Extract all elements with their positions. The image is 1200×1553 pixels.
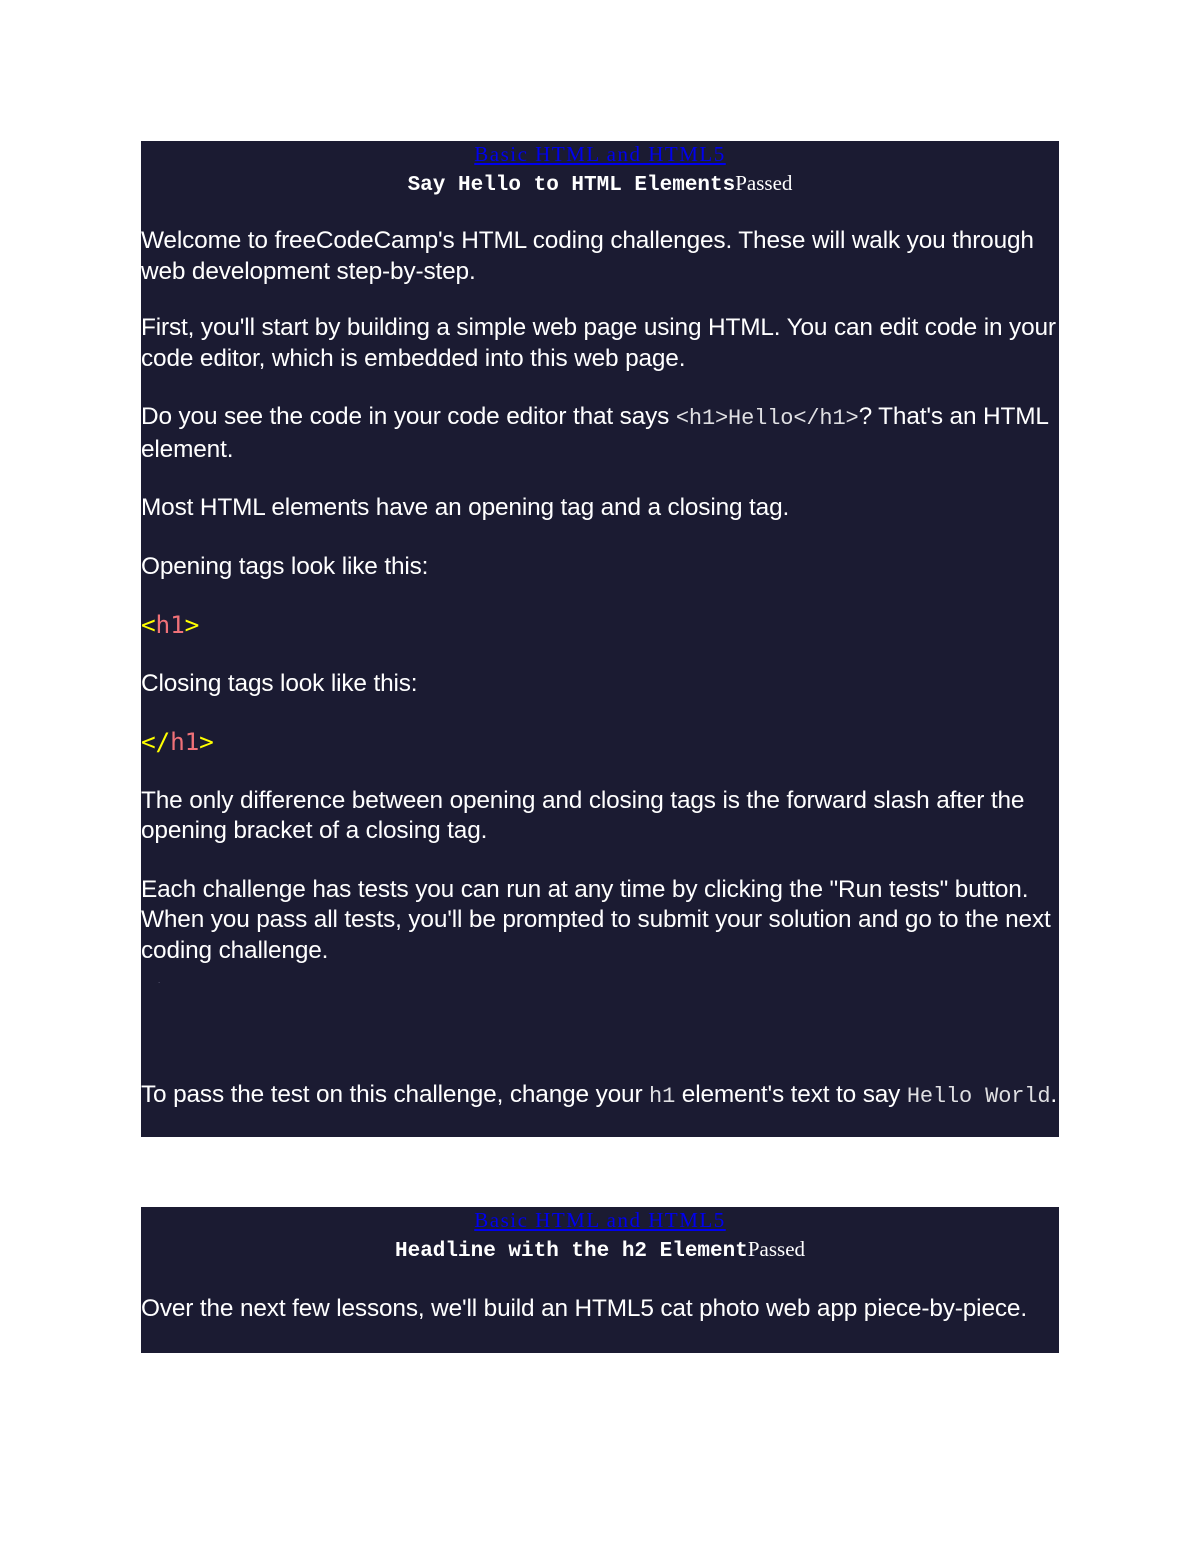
description-paragraph	[141, 402, 1059, 465]
description-paragraph: Over the next few lessons, we'll build an HTML5 cat photo web app piece-by-piece.	[141, 1295, 1027, 1322]
challenge-panel	[141, 1207, 1059, 1353]
breadcrumb-link[interactable]: Basic HTML and HTML5	[474, 1208, 726, 1232]
code-bracket: </	[141, 727, 171, 756]
code-block	[141, 727, 1059, 758]
paragraph-text: First, you'll start by building a simple web page using HTML. You can edit code in your code editor, which is embedded into this web page.	[141, 314, 1056, 372]
challenge-title: Headline with the h2 Element	[394, 1240, 748, 1263]
separator	[141, 966, 1059, 1078]
paragraph-text: Do you see the code in your code editor that says	[141, 403, 676, 430]
challenge-title: Say Hello to HTML Elements	[407, 174, 736, 197]
inline-code: h1	[649, 1084, 676, 1109]
status-label: Passed	[735, 171, 793, 195]
code-block	[141, 610, 1059, 641]
breadcrumb-link[interactable]: Basic HTML and HTML5	[474, 142, 726, 166]
code-tag-name: h1	[170, 727, 200, 756]
description-paragraph: Most HTML elements have an opening tag and a closing tag.	[141, 494, 790, 521]
code-bracket: >	[184, 610, 200, 639]
description-paragraph: The only difference between opening and closing tags is the forward slash after the opening bracket of a closing tag.	[141, 786, 1025, 844]
instructions-text: To pass the test on this challenge, change your	[141, 1081, 650, 1108]
paragraph-text: ? That's an HTML element.	[141, 403, 1048, 463]
status-label: Passed	[747, 1237, 806, 1261]
description-paragraph	[141, 313, 1059, 374]
challenge-header	[141, 168, 1059, 201]
description-paragraph: Welcome to freeCodeCamp's HTML coding challenges. These will walk you through web development step-by-step.	[141, 227, 1034, 285]
instructions-text: element's text to say	[675, 1081, 907, 1108]
inline-code: <h1>Hello</h1>	[675, 406, 859, 431]
code-tag-name: h1	[155, 610, 185, 639]
separator-mark: .	[158, 976, 161, 985]
challenge-instructions	[141, 1078, 1059, 1113]
challenge-header	[141, 1234, 1059, 1267]
code-bracket: <	[141, 610, 156, 639]
description-paragraph: Closing tags look like this:	[141, 669, 418, 697]
challenge-panel	[141, 141, 1059, 1137]
description-paragraph: Opening tags look like this:	[141, 552, 429, 580]
instructions-text: .	[1050, 1081, 1058, 1108]
challenge-description	[141, 226, 1059, 966]
inline-code: Hello World	[906, 1084, 1051, 1109]
code-bracket: >	[199, 727, 214, 756]
instructions-paragraph	[141, 1078, 1059, 1113]
challenge-description	[141, 1294, 1059, 1325]
description-paragraph: Each challenge has tests you can run at any time by clicking the "Run tests" button. When you pass all tests, you'll be prompted to submit your solution and go to the next coding challenge.	[141, 875, 1051, 964]
